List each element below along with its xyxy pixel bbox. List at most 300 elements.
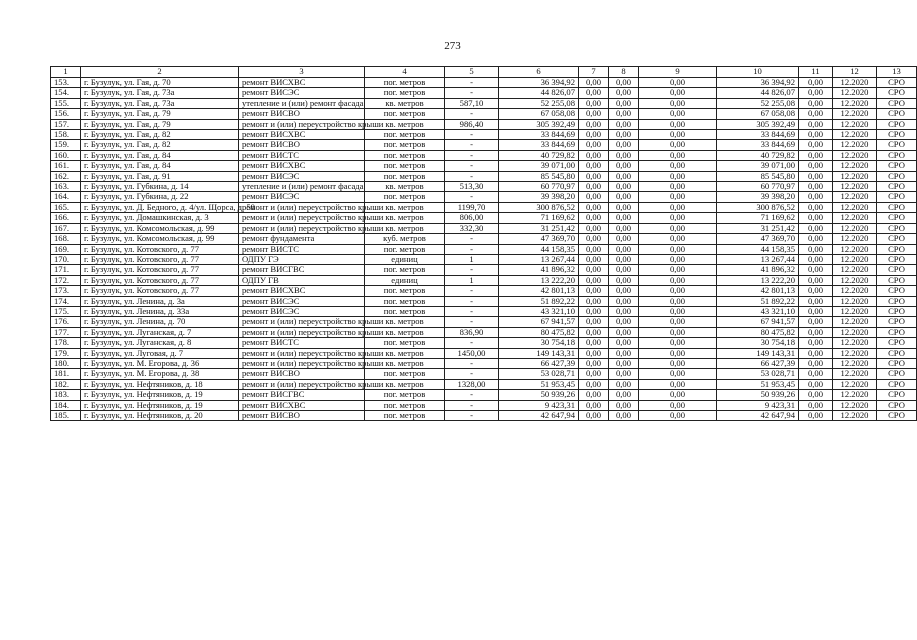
col8-cell: 0,00 bbox=[609, 109, 639, 119]
col8-cell: 0,00 bbox=[609, 78, 639, 88]
address-cell: г. Бузулук, ул. Домашкинская, д. 3 bbox=[81, 213, 239, 223]
table-row bbox=[51, 286, 917, 296]
col11-cell: 0,00 bbox=[799, 192, 833, 202]
table-row bbox=[51, 119, 917, 129]
row-number-cell: 156. bbox=[51, 109, 81, 119]
quantity-cell: - bbox=[445, 411, 499, 421]
col8-cell: 0,00 bbox=[609, 244, 639, 254]
method-cell: СРО bbox=[877, 369, 917, 379]
work-type-cell: ремонт и (или) переустройство крыши bbox=[239, 327, 365, 337]
col7-cell: 0,00 bbox=[579, 265, 609, 275]
work-type-cell: ремонт ВИСЭС bbox=[239, 171, 365, 181]
col7-cell: 0,00 bbox=[579, 244, 609, 254]
col9-cell: 0,00 bbox=[639, 234, 717, 244]
table-row bbox=[51, 150, 917, 160]
work-type-cell: ремонт ВИСЭС bbox=[239, 296, 365, 306]
quantity-cell: 1199,70 bbox=[445, 202, 499, 212]
deadline-cell: 12.2020 bbox=[833, 327, 877, 337]
deadline-cell: 12.2020 bbox=[833, 161, 877, 171]
quantity-cell: - bbox=[445, 150, 499, 160]
row-number-cell: 179. bbox=[51, 348, 81, 358]
header-cell: 12 bbox=[833, 67, 877, 78]
repair-register-table bbox=[50, 66, 917, 421]
col11-cell: 0,00 bbox=[799, 317, 833, 327]
col11-cell: 0,00 bbox=[799, 265, 833, 275]
fund-cost-cell: 36 394,92 bbox=[717, 78, 799, 88]
deadline-cell: 12.2020 bbox=[833, 379, 877, 389]
col8-cell: 0,00 bbox=[609, 390, 639, 400]
col8-cell: 0,00 bbox=[609, 317, 639, 327]
total-cost-cell: 44 158,35 bbox=[499, 244, 579, 254]
quantity-cell: 1 bbox=[445, 275, 499, 285]
quantity-cell: - bbox=[445, 130, 499, 140]
quantity-cell: 587,10 bbox=[445, 98, 499, 108]
col7-cell: 0,00 bbox=[579, 306, 609, 316]
quantity-cell: - bbox=[445, 265, 499, 275]
col11-cell: 0,00 bbox=[799, 150, 833, 160]
unit-cell: кв. метров bbox=[365, 98, 445, 108]
header-cell: 4 bbox=[365, 67, 445, 78]
total-cost-cell: 33 844,69 bbox=[499, 130, 579, 140]
fund-cost-cell: 85 545,80 bbox=[717, 171, 799, 181]
fund-cost-cell: 40 729,82 bbox=[717, 150, 799, 160]
quantity-cell: - bbox=[445, 234, 499, 244]
col7-cell: 0,00 bbox=[579, 119, 609, 129]
total-cost-cell: 71 169,62 bbox=[499, 213, 579, 223]
quantity-cell: - bbox=[445, 192, 499, 202]
col7-cell: 0,00 bbox=[579, 161, 609, 171]
col8-cell: 0,00 bbox=[609, 286, 639, 296]
table-row bbox=[51, 265, 917, 275]
fund-cost-cell: 60 770,97 bbox=[717, 182, 799, 192]
header-cell: 6 bbox=[499, 67, 579, 78]
col9-cell: 0,00 bbox=[639, 109, 717, 119]
table-row bbox=[51, 161, 917, 171]
total-cost-cell: 43 321,10 bbox=[499, 306, 579, 316]
quantity-cell: - bbox=[445, 390, 499, 400]
col11-cell: 0,00 bbox=[799, 98, 833, 108]
method-cell: СРО bbox=[877, 234, 917, 244]
table-row bbox=[51, 202, 917, 212]
address-cell: г. Бузулук, ул. Гая, д. 82 bbox=[81, 130, 239, 140]
col11-cell: 0,00 bbox=[799, 161, 833, 171]
total-cost-cell: 9 423,31 bbox=[499, 400, 579, 410]
deadline-cell: 12.2020 bbox=[833, 130, 877, 140]
deadline-cell: 12.2020 bbox=[833, 223, 877, 233]
work-type-cell: ремонт ВИСВО bbox=[239, 109, 365, 119]
method-cell: СРО bbox=[877, 119, 917, 129]
col7-cell: 0,00 bbox=[579, 130, 609, 140]
row-number-cell: 185. bbox=[51, 411, 81, 421]
unit-cell: кв. метров bbox=[365, 327, 445, 337]
fund-cost-cell: 9 423,31 bbox=[717, 400, 799, 410]
col9-cell: 0,00 bbox=[639, 223, 717, 233]
col8-cell: 0,00 bbox=[609, 213, 639, 223]
col11-cell: 0,00 bbox=[799, 223, 833, 233]
table-row bbox=[51, 327, 917, 337]
quantity-cell: 513,30 bbox=[445, 182, 499, 192]
table-row bbox=[51, 348, 917, 358]
deadline-cell: 12.2020 bbox=[833, 244, 877, 254]
col9-cell: 0,00 bbox=[639, 411, 717, 421]
address-cell: г. Бузулук, ул. Д. Бедного, д. 4/ул. Щорса, д. 58 bbox=[81, 202, 239, 212]
col11-cell: 0,00 bbox=[799, 338, 833, 348]
method-cell: СРО bbox=[877, 400, 917, 410]
col11-cell: 0,00 bbox=[799, 88, 833, 98]
quantity-cell: 806,00 bbox=[445, 213, 499, 223]
quantity-cell: - bbox=[445, 78, 499, 88]
col9-cell: 0,00 bbox=[639, 98, 717, 108]
row-number-cell: 164. bbox=[51, 192, 81, 202]
col11-cell: 0,00 bbox=[799, 411, 833, 421]
col9-cell: 0,00 bbox=[639, 379, 717, 389]
fund-cost-cell: 33 844,69 bbox=[717, 140, 799, 150]
work-type-cell: ОДПУ ГЭ bbox=[239, 254, 365, 264]
fund-cost-cell: 53 028,71 bbox=[717, 369, 799, 379]
address-cell: г. Бузулук, ул. Губкина, д. 14 bbox=[81, 182, 239, 192]
table-row bbox=[51, 411, 917, 421]
total-cost-cell: 67 058,08 bbox=[499, 109, 579, 119]
method-cell: СРО bbox=[877, 390, 917, 400]
method-cell: СРО bbox=[877, 161, 917, 171]
col9-cell: 0,00 bbox=[639, 119, 717, 129]
address-cell: г. Бузулук, ул. Гая, д. 79 bbox=[81, 119, 239, 129]
unit-cell: пог. метров bbox=[365, 88, 445, 98]
table-row bbox=[51, 275, 917, 285]
quantity-cell: - bbox=[445, 109, 499, 119]
col7-cell: 0,00 bbox=[579, 275, 609, 285]
deadline-cell: 12.2020 bbox=[833, 306, 877, 316]
header-cell: 5 bbox=[445, 67, 499, 78]
total-cost-cell: 300 876,52 bbox=[499, 202, 579, 212]
work-type-cell: ремонт ВИСЭС bbox=[239, 192, 365, 202]
col9-cell: 0,00 bbox=[639, 306, 717, 316]
method-cell: СРО bbox=[877, 88, 917, 98]
unit-cell: пог. метров bbox=[365, 140, 445, 150]
col11-cell: 0,00 bbox=[799, 358, 833, 368]
unit-cell: кв. метров bbox=[365, 119, 445, 129]
total-cost-cell: 305 392,49 bbox=[499, 119, 579, 129]
col11-cell: 0,00 bbox=[799, 130, 833, 140]
work-type-cell: ремонт и (или) переустройство крыши bbox=[239, 213, 365, 223]
unit-cell: куб. метров bbox=[365, 234, 445, 244]
deadline-cell: 12.2020 bbox=[833, 390, 877, 400]
address-cell: г. Бузулук, ул. Луговая, д. 7 bbox=[81, 348, 239, 358]
col11-cell: 0,00 bbox=[799, 296, 833, 306]
row-number-cell: 160. bbox=[51, 150, 81, 160]
total-cost-cell: 60 770,97 bbox=[499, 182, 579, 192]
col11-cell: 0,00 bbox=[799, 78, 833, 88]
total-cost-cell: 13 222,20 bbox=[499, 275, 579, 285]
col9-cell: 0,00 bbox=[639, 327, 717, 337]
col8-cell: 0,00 bbox=[609, 379, 639, 389]
col7-cell: 0,00 bbox=[579, 202, 609, 212]
work-type-cell: ОДПУ ГВ bbox=[239, 275, 365, 285]
fund-cost-cell: 13 267,44 bbox=[717, 254, 799, 264]
col11-cell: 0,00 bbox=[799, 234, 833, 244]
address-cell: г. Бузулук, ул. Комсомольская, д. 99 bbox=[81, 223, 239, 233]
unit-cell: кв. метров bbox=[365, 379, 445, 389]
col8-cell: 0,00 bbox=[609, 171, 639, 181]
total-cost-cell: 80 475,82 bbox=[499, 327, 579, 337]
deadline-cell: 12.2020 bbox=[833, 265, 877, 275]
fund-cost-cell: 52 255,08 bbox=[717, 98, 799, 108]
col8-cell: 0,00 bbox=[609, 348, 639, 358]
quantity-cell: 836,90 bbox=[445, 327, 499, 337]
col8-cell: 0,00 bbox=[609, 306, 639, 316]
col7-cell: 0,00 bbox=[579, 411, 609, 421]
col7-cell: 0,00 bbox=[579, 348, 609, 358]
total-cost-cell: 52 255,08 bbox=[499, 98, 579, 108]
work-type-cell: ремонт ВИСГВС bbox=[239, 390, 365, 400]
col11-cell: 0,00 bbox=[799, 202, 833, 212]
method-cell: СРО bbox=[877, 306, 917, 316]
address-cell: г. Бузулук, ул. Комсомольская, д. 99 bbox=[81, 234, 239, 244]
col9-cell: 0,00 bbox=[639, 254, 717, 264]
table-row bbox=[51, 369, 917, 379]
col8-cell: 0,00 bbox=[609, 358, 639, 368]
col8-cell: 0,00 bbox=[609, 192, 639, 202]
fund-cost-cell: 42 801,13 bbox=[717, 286, 799, 296]
fund-cost-cell: 67 941,57 bbox=[717, 317, 799, 327]
work-type-cell: ремонт ВИСВО bbox=[239, 411, 365, 421]
row-number-cell: 180. bbox=[51, 358, 81, 368]
col9-cell: 0,00 bbox=[639, 140, 717, 150]
deadline-cell: 12.2020 bbox=[833, 202, 877, 212]
unit-cell: пог. метров bbox=[365, 244, 445, 254]
method-cell: СРО bbox=[877, 223, 917, 233]
col9-cell: 0,00 bbox=[639, 296, 717, 306]
total-cost-cell: 44 826,07 bbox=[499, 88, 579, 98]
fund-cost-cell: 300 876,52 bbox=[717, 202, 799, 212]
fund-cost-cell: 41 896,32 bbox=[717, 265, 799, 275]
row-number-cell: 154. bbox=[51, 88, 81, 98]
method-cell: СРО bbox=[877, 109, 917, 119]
fund-cost-cell: 43 321,10 bbox=[717, 306, 799, 316]
quantity-cell: - bbox=[445, 306, 499, 316]
address-cell: г. Бузулук, ул. Котовского, д. 77 bbox=[81, 286, 239, 296]
address-cell: г. Бузулук, ул. Котовского, д. 77 bbox=[81, 254, 239, 264]
quantity-cell: 1328,00 bbox=[445, 379, 499, 389]
col11-cell: 0,00 bbox=[799, 400, 833, 410]
unit-cell: кв. метров bbox=[365, 348, 445, 358]
fund-cost-cell: 305 392,49 bbox=[717, 119, 799, 129]
work-type-cell: ремонт ВИСХВС bbox=[239, 286, 365, 296]
col9-cell: 0,00 bbox=[639, 317, 717, 327]
method-cell: СРО bbox=[877, 171, 917, 181]
quantity-cell: - bbox=[445, 317, 499, 327]
col7-cell: 0,00 bbox=[579, 369, 609, 379]
col11-cell: 0,00 bbox=[799, 327, 833, 337]
fund-cost-cell: 44 158,35 bbox=[717, 244, 799, 254]
row-number-cell: 165. bbox=[51, 202, 81, 212]
header-cell: 11 bbox=[799, 67, 833, 78]
col7-cell: 0,00 bbox=[579, 400, 609, 410]
col7-cell: 0,00 bbox=[579, 140, 609, 150]
work-type-cell: ремонт ВИСТС bbox=[239, 244, 365, 254]
col11-cell: 0,00 bbox=[799, 254, 833, 264]
deadline-cell: 12.2020 bbox=[833, 275, 877, 285]
fund-cost-cell: 66 427,39 bbox=[717, 358, 799, 368]
work-type-cell: утепление и (или) ремонт фасада bbox=[239, 182, 365, 192]
col11-cell: 0,00 bbox=[799, 213, 833, 223]
fund-cost-cell: 39 071,00 bbox=[717, 161, 799, 171]
row-number-cell: 175. bbox=[51, 306, 81, 316]
total-cost-cell: 13 267,44 bbox=[499, 254, 579, 264]
quantity-cell: - bbox=[445, 400, 499, 410]
col8-cell: 0,00 bbox=[609, 98, 639, 108]
row-number-cell: 172. bbox=[51, 275, 81, 285]
deadline-cell: 12.2020 bbox=[833, 98, 877, 108]
method-cell: СРО bbox=[877, 150, 917, 160]
deadline-cell: 12.2020 bbox=[833, 213, 877, 223]
unit-cell: пог. метров bbox=[365, 400, 445, 410]
unit-cell: пог. метров bbox=[365, 296, 445, 306]
total-cost-cell: 42 647,94 bbox=[499, 411, 579, 421]
page-number: 273 bbox=[444, 40, 461, 52]
unit-cell: пог. метров bbox=[365, 369, 445, 379]
quantity-cell: - bbox=[445, 244, 499, 254]
col7-cell: 0,00 bbox=[579, 78, 609, 88]
col7-cell: 0,00 bbox=[579, 88, 609, 98]
address-cell: г. Бузулук, ул. Гая, д. 73а bbox=[81, 98, 239, 108]
deadline-cell: 12.2020 bbox=[833, 348, 877, 358]
row-number-cell: 178. bbox=[51, 338, 81, 348]
address-cell: г. Бузулук, ул. Гая, д. 79 bbox=[81, 109, 239, 119]
address-cell: г. Бузулук, ул. Гая, д. 84 bbox=[81, 150, 239, 160]
deadline-cell: 12.2020 bbox=[833, 150, 877, 160]
deadline-cell: 12.2020 bbox=[833, 400, 877, 410]
total-cost-cell: 85 545,80 bbox=[499, 171, 579, 181]
col9-cell: 0,00 bbox=[639, 150, 717, 160]
total-cost-cell: 47 369,70 bbox=[499, 234, 579, 244]
address-cell: г. Бузулук, ул. М. Егорова, д. 38 bbox=[81, 369, 239, 379]
work-type-cell: ремонт и (или) переустройство крыши bbox=[239, 202, 365, 212]
deadline-cell: 12.2020 bbox=[833, 182, 877, 192]
fund-cost-cell: 50 939,26 bbox=[717, 390, 799, 400]
total-cost-cell: 40 729,82 bbox=[499, 150, 579, 160]
col11-cell: 0,00 bbox=[799, 171, 833, 181]
col9-cell: 0,00 bbox=[639, 390, 717, 400]
fund-cost-cell: 30 754,18 bbox=[717, 338, 799, 348]
table-row bbox=[51, 171, 917, 181]
unit-cell: кв. метров bbox=[365, 182, 445, 192]
col8-cell: 0,00 bbox=[609, 150, 639, 160]
fund-cost-cell: 33 844,69 bbox=[717, 130, 799, 140]
col8-cell: 0,00 bbox=[609, 130, 639, 140]
col11-cell: 0,00 bbox=[799, 390, 833, 400]
col9-cell: 0,00 bbox=[639, 275, 717, 285]
row-number-cell: 161. bbox=[51, 161, 81, 171]
col7-cell: 0,00 bbox=[579, 379, 609, 389]
total-cost-cell: 51 953,45 bbox=[499, 379, 579, 389]
deadline-cell: 12.2020 bbox=[833, 140, 877, 150]
col11-cell: 0,00 bbox=[799, 306, 833, 316]
fund-cost-cell: 44 826,07 bbox=[717, 88, 799, 98]
row-number-cell: 183. bbox=[51, 390, 81, 400]
col7-cell: 0,00 bbox=[579, 358, 609, 368]
row-number-cell: 159. bbox=[51, 140, 81, 150]
work-type-cell: ремонт ВИСГВС bbox=[239, 265, 365, 275]
row-number-cell: 182. bbox=[51, 379, 81, 389]
row-number-cell: 168. bbox=[51, 234, 81, 244]
col9-cell: 0,00 bbox=[639, 400, 717, 410]
quantity-cell: - bbox=[445, 161, 499, 171]
table-row bbox=[51, 213, 917, 223]
method-cell: СРО bbox=[877, 182, 917, 192]
col11-cell: 0,00 bbox=[799, 182, 833, 192]
fund-cost-cell: 71 169,62 bbox=[717, 213, 799, 223]
table-row bbox=[51, 244, 917, 254]
col7-cell: 0,00 bbox=[579, 150, 609, 160]
fund-cost-cell: 149 143,31 bbox=[717, 348, 799, 358]
quantity-cell: 1450,00 bbox=[445, 348, 499, 358]
fund-cost-cell: 13 222,20 bbox=[717, 275, 799, 285]
table-row bbox=[51, 234, 917, 244]
col9-cell: 0,00 bbox=[639, 369, 717, 379]
method-cell: СРО bbox=[877, 78, 917, 88]
address-cell: г. Бузулук, ул. Котовского, д. 77 bbox=[81, 244, 239, 254]
col9-cell: 0,00 bbox=[639, 78, 717, 88]
address-cell: г. Бузулук, ул. Губкина, д. 22 bbox=[81, 192, 239, 202]
table-row bbox=[51, 140, 917, 150]
address-cell: г. Бузулук, ул. Нефтяников, д. 19 bbox=[81, 400, 239, 410]
row-number-cell: 181. bbox=[51, 369, 81, 379]
header-row bbox=[51, 67, 917, 78]
method-cell: СРО bbox=[877, 192, 917, 202]
quantity-cell: 1 bbox=[445, 254, 499, 264]
col8-cell: 0,00 bbox=[609, 338, 639, 348]
unit-cell: пог. метров bbox=[365, 286, 445, 296]
work-type-cell: ремонт ВИСВО bbox=[239, 369, 365, 379]
row-number-cell: 163. bbox=[51, 182, 81, 192]
work-type-cell: ремонт ВИСЭС bbox=[239, 306, 365, 316]
deadline-cell: 12.2020 bbox=[833, 192, 877, 202]
quantity-cell: 332,30 bbox=[445, 223, 499, 233]
table-row bbox=[51, 358, 917, 368]
col7-cell: 0,00 bbox=[579, 213, 609, 223]
table-row bbox=[51, 317, 917, 327]
total-cost-cell: 41 896,32 bbox=[499, 265, 579, 275]
address-cell: г. Бузулук, ул. Ленина, д. 3а bbox=[81, 296, 239, 306]
col9-cell: 0,00 bbox=[639, 358, 717, 368]
total-cost-cell: 53 028,71 bbox=[499, 369, 579, 379]
table-body bbox=[51, 67, 917, 421]
col11-cell: 0,00 bbox=[799, 379, 833, 389]
unit-cell: кв. метров bbox=[365, 358, 445, 368]
total-cost-cell: 66 427,39 bbox=[499, 358, 579, 368]
col9-cell: 0,00 bbox=[639, 182, 717, 192]
table-row bbox=[51, 223, 917, 233]
col9-cell: 0,00 bbox=[639, 171, 717, 181]
table-row bbox=[51, 98, 917, 108]
deadline-cell: 12.2020 bbox=[833, 254, 877, 264]
quantity-cell: - bbox=[445, 88, 499, 98]
unit-cell: пог. метров bbox=[365, 78, 445, 88]
unit-cell: кв. метров bbox=[365, 202, 445, 212]
header-cell: 7 bbox=[579, 67, 609, 78]
deadline-cell: 12.2020 bbox=[833, 171, 877, 181]
total-cost-cell: 33 844,69 bbox=[499, 140, 579, 150]
work-type-cell: ремонт ВИСВО bbox=[239, 140, 365, 150]
total-cost-cell: 67 941,57 bbox=[499, 317, 579, 327]
deadline-cell: 12.2020 bbox=[833, 411, 877, 421]
deadline-cell: 12.2020 bbox=[833, 296, 877, 306]
table-row bbox=[51, 306, 917, 316]
unit-cell: единиц bbox=[365, 275, 445, 285]
header-cell: 2 bbox=[81, 67, 239, 78]
header-cell: 13 bbox=[877, 67, 917, 78]
